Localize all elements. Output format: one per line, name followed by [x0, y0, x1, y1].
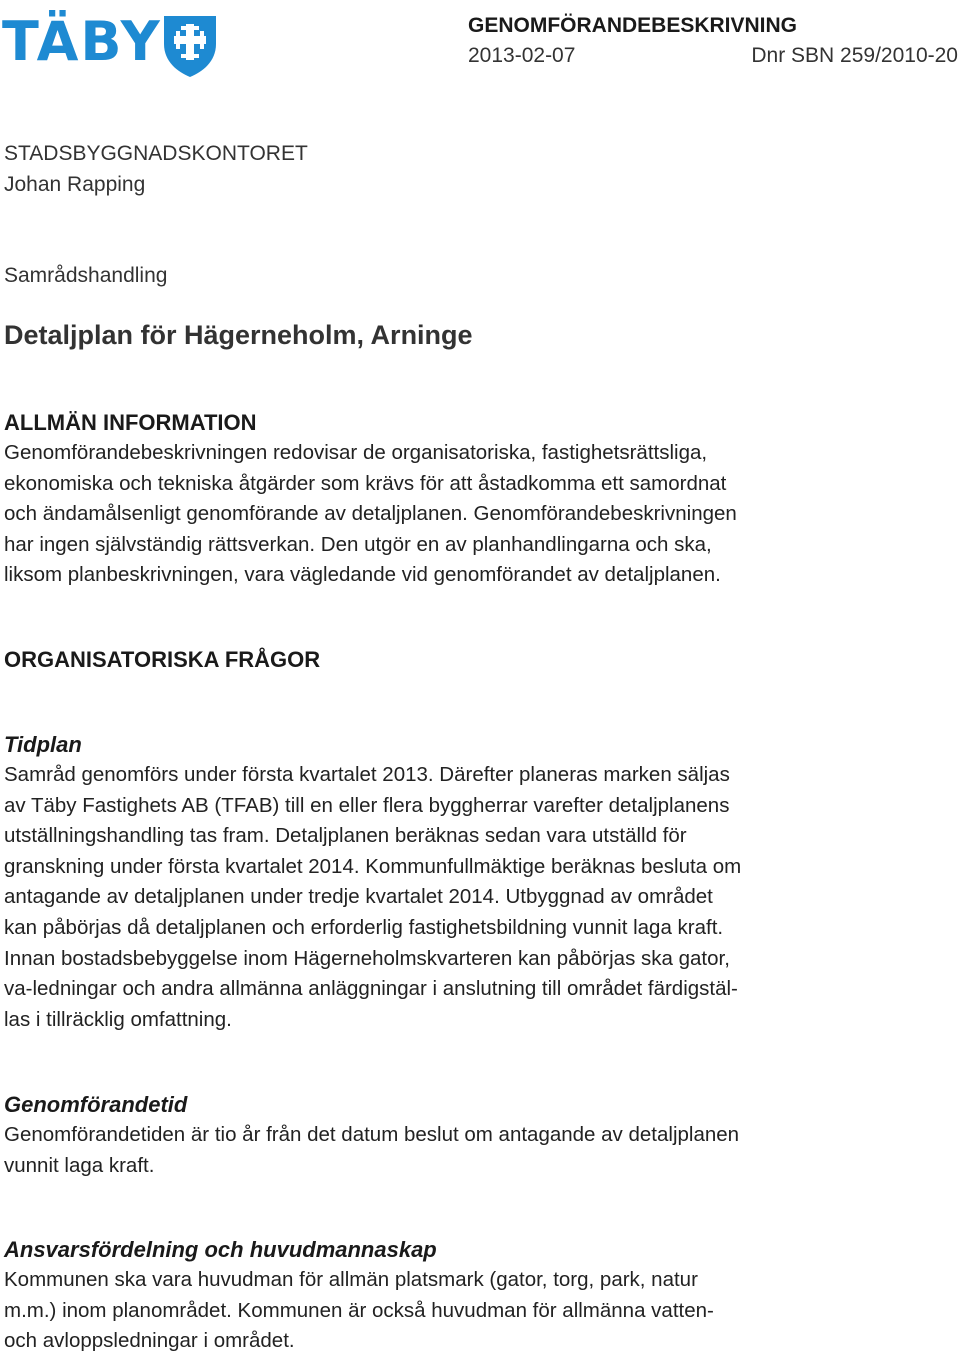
section-body	[4, 760, 944, 1035]
document-type: GENOMFÖRANDEBESKRIVNING	[468, 14, 798, 37]
body-line: Kommunen ska vara huvudman för allmän platsmark (gator, torg, park, natur	[4, 1268, 698, 1291]
body-line: Genomförandebeskrivningen redovisar de organisatoriska, fastighetsrättsliga,	[4, 441, 708, 464]
body-line: granskning under första kvartalet 2014. Kommunfullmäktige beräknas besluta om	[4, 854, 742, 878]
coat-of-arms-icon	[162, 14, 218, 78]
section-body	[4, 1265, 944, 1357]
section-body	[4, 1120, 944, 1181]
subsection-heading: Ansvarsfördelning och huvudmannaskap	[4, 1237, 437, 1262]
body-line: Samråd genomförs under första kvartalet 2013. Därefter planeras marken säljas	[4, 763, 730, 786]
document-status: Samrådshandling	[4, 264, 168, 287]
body-line: Innan bostadsbebyggelse inom Hägerneholmskvarteren kan påbörjas ska gator,	[4, 946, 730, 970]
taby-logo	[2, 8, 218, 74]
author-block	[4, 138, 944, 200]
subsection-heading: Tidplan	[4, 732, 82, 757]
section-heading: ALLMÄN INFORMATION	[4, 410, 257, 435]
body-line: har ingen självständig rättsverkan. Den utgör en av planhandlingarna och ska,	[4, 532, 712, 556]
body-line: och avloppsledningar i området.	[4, 1329, 295, 1353]
body-line: liksom planbeskrivningen, vara vägledande vid genomförandet av detaljplanen.	[4, 563, 721, 587]
body-line: och ändamålsenligt genomförande av detaljplanen. Genomförandebeskrivningen	[4, 502, 737, 526]
document-meta	[458, 40, 958, 72]
document-header	[458, 12, 958, 72]
office-name: STADSBYGGNADSKONTORET	[4, 142, 308, 165]
document-date: 2013-02-07	[468, 44, 576, 67]
body-line: antagande av detaljplanen under tredje kvartalet 2014. Utbyggnad av området	[4, 885, 713, 909]
body-line: ekonomiska och tekniska åtgärder som krävs för att åstadkomma ett samordnat	[4, 471, 727, 495]
section-heading: ORGANISATORISKA FRÅGOR	[4, 647, 321, 672]
logo-wordmark: TÄBY	[2, 10, 162, 73]
subsection-heading: Genomförandetid	[4, 1092, 188, 1117]
section-general	[4, 408, 944, 591]
section-body	[4, 438, 944, 591]
body-line: Genomförandetiden är tio år från det datum beslut om antagande av detaljplanen	[4, 1123, 740, 1146]
section-timeline	[4, 730, 944, 1035]
body-line: va-ledningar och andra allmänna anläggningar i anslutning till området färdigstäl-	[4, 977, 738, 1001]
document-reference: Dnr SBN 259/2010-20	[751, 44, 958, 67]
author-name: Johan Rapping	[4, 173, 146, 196]
page-title: Detaljplan för Hägerneholm, Arninge	[4, 320, 473, 350]
section-implementation-period	[4, 1090, 944, 1181]
section-responsibility	[4, 1235, 944, 1357]
body-line: m.m.) inom planområdet. Kommunen är också huvudman för allmänna vatten-	[4, 1298, 714, 1322]
body-line: utställningshandling tas fram. Detaljplanen beräknas sedan vara utställd för	[4, 824, 687, 848]
body-line: las i tillräcklig omfattning.	[4, 1007, 232, 1031]
section-organisational	[4, 645, 944, 675]
body-line: kan påbörjas då detaljplanen och erforderlig fastighetsbildning vunnit laga kraft.	[4, 915, 724, 939]
body-line: av Täby Fastighets AB (TFAB) till en eller flera byggherrar varefter detaljplanens	[4, 793, 730, 817]
body-line: vunnit laga kraft.	[4, 1153, 155, 1177]
